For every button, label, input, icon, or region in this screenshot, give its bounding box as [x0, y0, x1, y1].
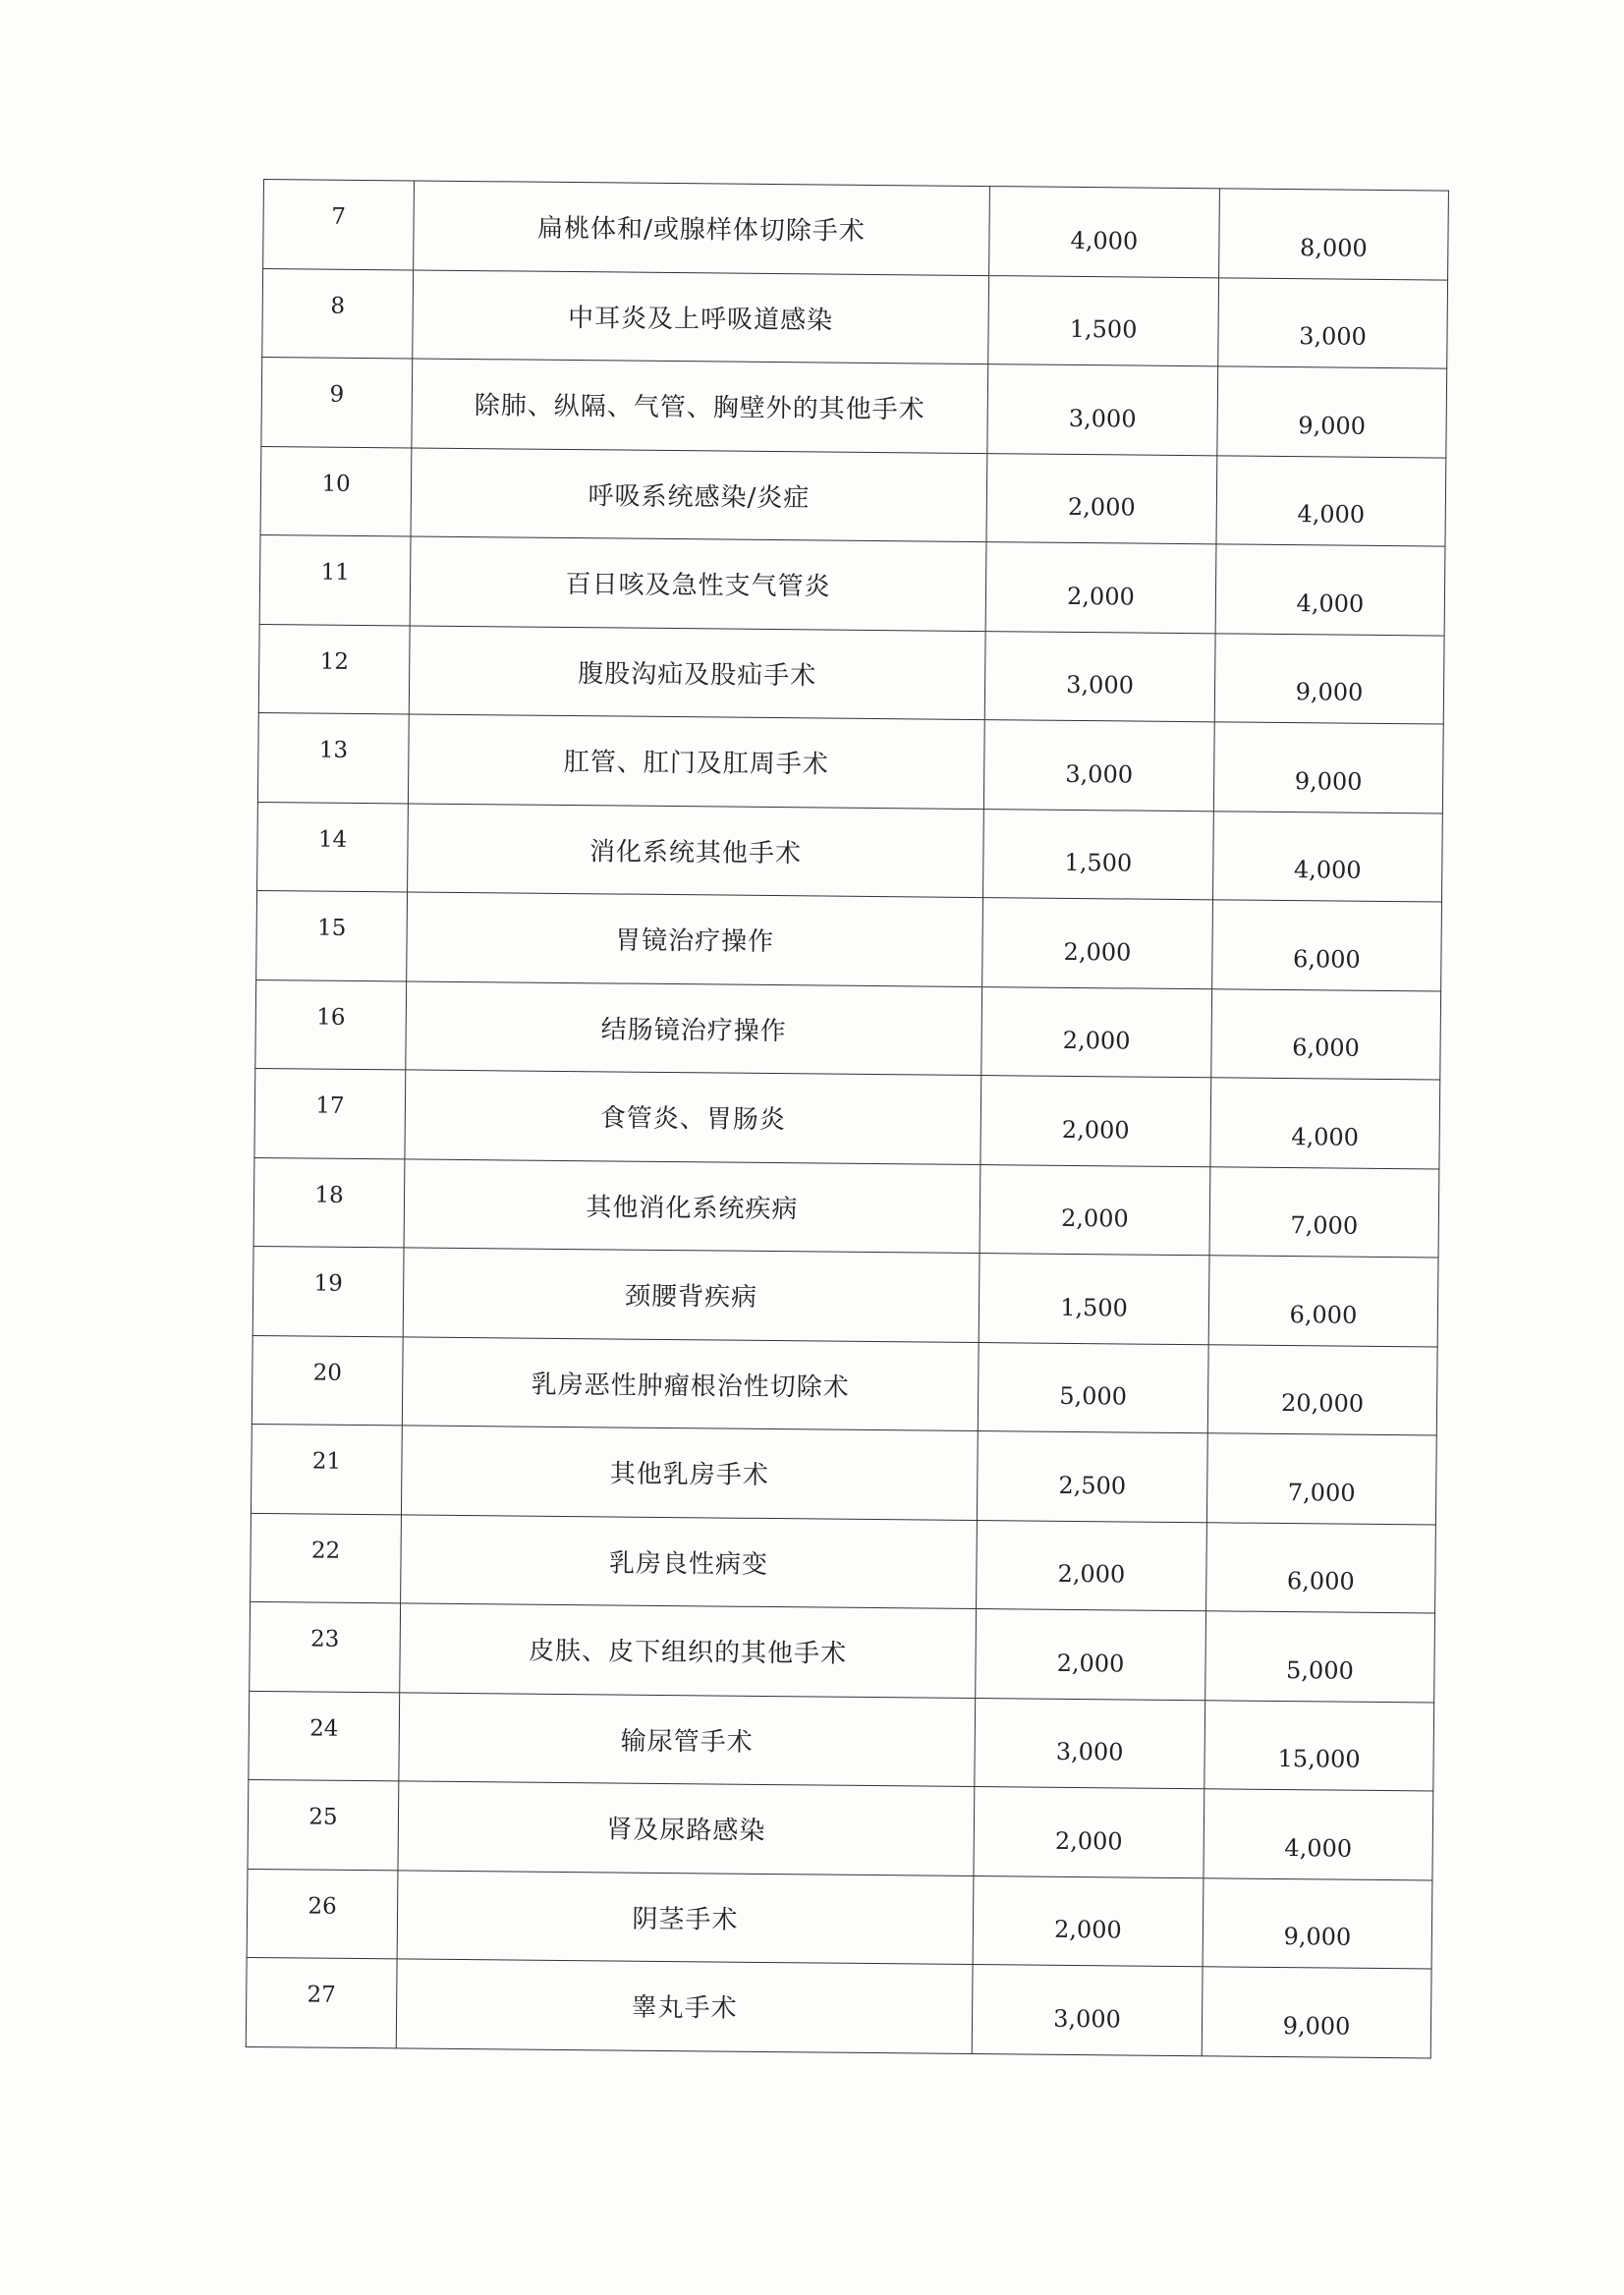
amount-col-1: 1,500 — [983, 809, 1214, 900]
procedure-name: 腹股沟疝及股疝手术 — [409, 625, 985, 719]
procedure-name: 扁桃体和/或腺样体切除手术 — [414, 181, 990, 275]
amount-col-2: 4,000 — [1215, 544, 1445, 636]
amount-col-2: 7,000 — [1206, 1433, 1436, 1525]
row-number: 26 — [247, 1869, 398, 1959]
row-number: 15 — [256, 890, 408, 980]
row-number: 25 — [248, 1779, 399, 1870]
fee-table-body — [246, 180, 1448, 2058]
procedure-name: 肛管、肛门及肛周手术 — [408, 714, 984, 809]
amount-col-1: 3,000 — [987, 364, 1218, 456]
amount-col-1: 2,000 — [974, 1787, 1204, 1878]
amount-col-2: 6,000 — [1211, 988, 1441, 1080]
procedure-name: 颈腰背疾病 — [403, 1248, 980, 1342]
amount-col-1: 2,000 — [973, 1875, 1204, 1967]
procedure-name: 呼吸系统感染/炎症 — [411, 447, 987, 541]
table-row — [252, 1246, 1438, 1346]
table-row — [259, 534, 1445, 635]
amount-col-1: 2,500 — [977, 1431, 1207, 1523]
fee-table-wrapper — [246, 179, 1446, 2058]
amount-col-1: 2,000 — [986, 453, 1217, 544]
row-number: 12 — [258, 624, 410, 714]
amount-col-1: 3,000 — [975, 1698, 1205, 1789]
procedure-name: 消化系统其他手术 — [408, 803, 984, 897]
amount-col-1: 3,000 — [984, 631, 1215, 722]
table-row — [251, 1513, 1436, 1613]
table-row — [256, 890, 1442, 990]
row-number: 16 — [255, 980, 407, 1070]
amount-col-2: 9,000 — [1217, 366, 1447, 458]
procedure-name: 皮肤、皮下组织的其他手术 — [400, 1603, 977, 1698]
procedure-name: 乳房良性病变 — [401, 1514, 978, 1608]
amount-col-2: 9,000 — [1202, 1967, 1431, 2058]
row-number: 10 — [260, 446, 412, 536]
table-row — [255, 980, 1441, 1080]
amount-col-2: 9,000 — [1213, 722, 1443, 813]
amount-col-2: 20,000 — [1207, 1344, 1437, 1435]
row-number: 22 — [251, 1513, 402, 1603]
table-row — [254, 1068, 1440, 1168]
amount-col-2: 4,000 — [1210, 1078, 1440, 1169]
amount-col-1: 2,000 — [980, 1164, 1210, 1256]
fee-table — [246, 179, 1449, 2058]
amount-col-2: 6,000 — [1206, 1522, 1436, 1613]
procedure-name: 乳房恶性肿瘤根治性切除术 — [402, 1336, 979, 1430]
table-row — [251, 1424, 1436, 1524]
procedure-name: 肾及尿路感染 — [398, 1781, 975, 1875]
amount-col-1: 2,000 — [985, 542, 1216, 634]
amount-col-2: 4,000 — [1213, 811, 1443, 902]
amount-col-1: 4,000 — [989, 187, 1220, 278]
procedure-name: 阴茎手术 — [397, 1870, 974, 1964]
table-row — [258, 624, 1444, 724]
row-number: 11 — [259, 534, 411, 625]
row-number: 21 — [251, 1424, 402, 1514]
row-number: 20 — [252, 1335, 403, 1426]
table-row — [248, 1779, 1433, 1879]
procedure-name: 胃镜治疗操作 — [407, 892, 983, 986]
amount-col-1: 1,500 — [988, 275, 1219, 366]
procedure-name: 其他消化系统疾病 — [404, 1158, 980, 1253]
procedure-name: 百日咳及急性支气管炎 — [410, 536, 986, 631]
amount-col-2: 5,000 — [1205, 1611, 1435, 1703]
row-number: 19 — [252, 1246, 404, 1336]
table-row — [246, 1957, 1431, 2057]
amount-col-2: 3,000 — [1218, 277, 1448, 368]
amount-col-2: 9,000 — [1203, 1877, 1432, 1969]
row-number: 23 — [250, 1601, 401, 1692]
amount-col-2: 9,000 — [1214, 633, 1444, 724]
amount-col-1: 3,000 — [972, 1965, 1203, 2056]
amount-col-2: 4,000 — [1216, 455, 1446, 546]
amount-col-2: 7,000 — [1209, 1166, 1439, 1258]
amount-col-1: 2,000 — [980, 1076, 1211, 1167]
table-row — [262, 268, 1448, 368]
table-row — [252, 1335, 1437, 1435]
amount-col-2: 15,000 — [1204, 1700, 1434, 1791]
table-row — [253, 1157, 1439, 1258]
amount-col-1: 2,000 — [981, 986, 1212, 1078]
amount-col-1: 5,000 — [978, 1342, 1208, 1433]
procedure-name: 中耳炎及上呼吸道感染 — [413, 269, 989, 364]
amount-col-2: 6,000 — [1212, 900, 1442, 991]
amount-col-2: 8,000 — [1219, 189, 1449, 280]
row-number: 14 — [257, 802, 409, 892]
amount-col-1: 2,000 — [977, 1520, 1207, 1611]
table-row — [260, 446, 1446, 546]
row-number: 8 — [262, 268, 414, 359]
procedure-name: 睾丸手术 — [396, 1959, 973, 2053]
row-number: 13 — [257, 712, 409, 803]
table-row — [249, 1691, 1434, 1791]
row-number: 18 — [253, 1157, 405, 1248]
procedure-name: 除肺、纵隔、气管、胸壁外的其他手术 — [412, 359, 988, 453]
table-row — [250, 1601, 1435, 1702]
procedure-name: 输尿管手术 — [399, 1692, 976, 1786]
row-number: 7 — [263, 180, 415, 270]
row-number: 17 — [254, 1068, 406, 1158]
table-row — [263, 180, 1449, 280]
amount-col-1: 3,000 — [983, 720, 1214, 812]
table-row — [257, 802, 1443, 902]
row-number: 9 — [261, 357, 413, 447]
amount-col-2: 4,000 — [1204, 1789, 1433, 1880]
procedure-name: 其他乳房手术 — [401, 1426, 978, 1520]
procedure-name: 食管炎、胃肠炎 — [405, 1070, 981, 1164]
procedure-name: 结肠镜治疗操作 — [406, 980, 982, 1075]
table-row — [257, 712, 1443, 812]
amount-col-2: 6,000 — [1208, 1256, 1438, 1347]
amount-col-1: 2,000 — [982, 898, 1213, 989]
row-number: 27 — [246, 1957, 397, 2047]
table-row — [261, 357, 1447, 457]
amount-col-1: 1,500 — [979, 1254, 1209, 1345]
table-row — [247, 1869, 1432, 1969]
row-number: 24 — [249, 1691, 400, 1781]
amount-col-1: 2,000 — [976, 1609, 1206, 1701]
